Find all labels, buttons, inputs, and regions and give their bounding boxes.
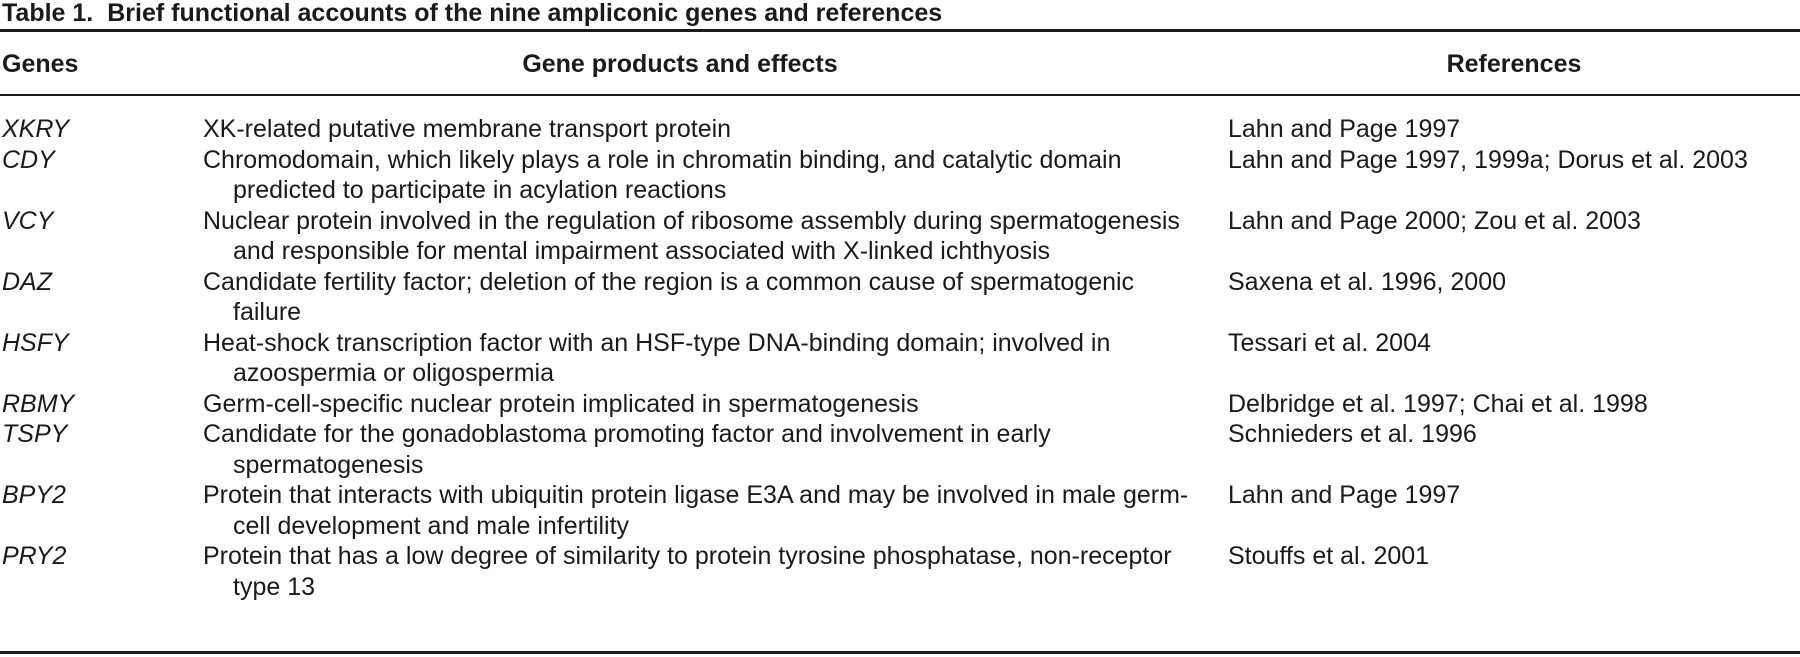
table-caption (2, 0, 942, 26)
gene-effect: Protein that has a low degree of similarity to protein tyrosine phosphatase, non-receptor type 13 (203, 542, 1172, 601)
gene-reference: Lahn and Page 1997 (1228, 481, 1461, 509)
gene-effect: XK-related putative membrane transport protein (203, 115, 732, 143)
gene-name: PRY2 (2, 542, 67, 570)
table-row (0, 145, 1800, 206)
gene-name: HSFY (2, 328, 69, 357)
gene-name: TSPY (2, 420, 68, 448)
gene-reference: Lahn and Page 2000; Zou et al. 2003 (1228, 206, 1641, 235)
table-row (0, 206, 1800, 267)
table-title: Brief functional accounts of the nine ampliconic genes and references (107, 0, 943, 27)
gene-name: DAZ (2, 267, 52, 296)
bottom-rule (0, 651, 1800, 654)
gene-effect: Chromodomain, which likely plays a role in chromatin binding, and catalytic domain predicted to participate in acylation reactions (203, 145, 1122, 204)
gene-name: XKRY (2, 115, 70, 143)
table-row (0, 419, 1800, 480)
gene-effect: Nuclear protein involved in the regulation of ribosome assembly during spermatogenesis and responsible for mental impairment associated with X-linked ichthyosis (203, 206, 1180, 265)
gene-reference: Tessari et al. 2004 (1228, 328, 1431, 357)
gene-name: RBMY (2, 389, 75, 418)
gene-reference: Lahn and Page 1997 (1228, 115, 1461, 143)
gene-reference: Stouffs et al. 2001 (1228, 542, 1430, 570)
header-effects: Gene products and effects (522, 50, 838, 78)
table-row (0, 267, 1800, 328)
table-row (0, 480, 1800, 541)
gene-reference: Lahn and Page 1997, 1999a; Dorus et al. 2003 (1228, 145, 1748, 174)
gene-reference: Delbridge et al. 1997; Chai et al. 1998 (1228, 389, 1648, 418)
gene-effect: Candidate fertility factor; deletion of the region is a common cause of spermatogenic failure (203, 267, 1135, 326)
gene-effect: Protein that interacts with ubiquitin protein ligase E3A and may be involved in male germ-cell development and male infertility (203, 481, 1189, 540)
gene-effect: Candidate for the gonadoblastoma promoting factor and involvement in early spermatogenesis (203, 420, 1051, 479)
header-rule (0, 94, 1800, 96)
gene-name: VCY (2, 206, 54, 235)
table-label: Table 1. (2, 0, 94, 27)
header-genes: Genes (2, 50, 79, 78)
gene-effect: Germ-cell-specific nuclear protein implicated in spermatogenesis (203, 389, 919, 418)
gene-reference: Saxena et al. 1996, 2000 (1228, 267, 1507, 296)
table-row (0, 541, 1800, 602)
table-row (0, 328, 1800, 389)
table-row (0, 389, 1800, 420)
gene-reference: Schnieders et al. 1996 (1228, 420, 1477, 448)
table-row (0, 114, 1800, 145)
gene-effect: Heat-shock transcription factor with an HSF-type DNA-binding domain; involved in azoospermia or oligospermia (203, 328, 1111, 387)
header-references: References (1446, 50, 1582, 78)
gene-name: BPY2 (2, 481, 66, 509)
top-rule (0, 29, 1800, 32)
gene-name: CDY (2, 145, 55, 174)
table-body (0, 114, 1800, 602)
